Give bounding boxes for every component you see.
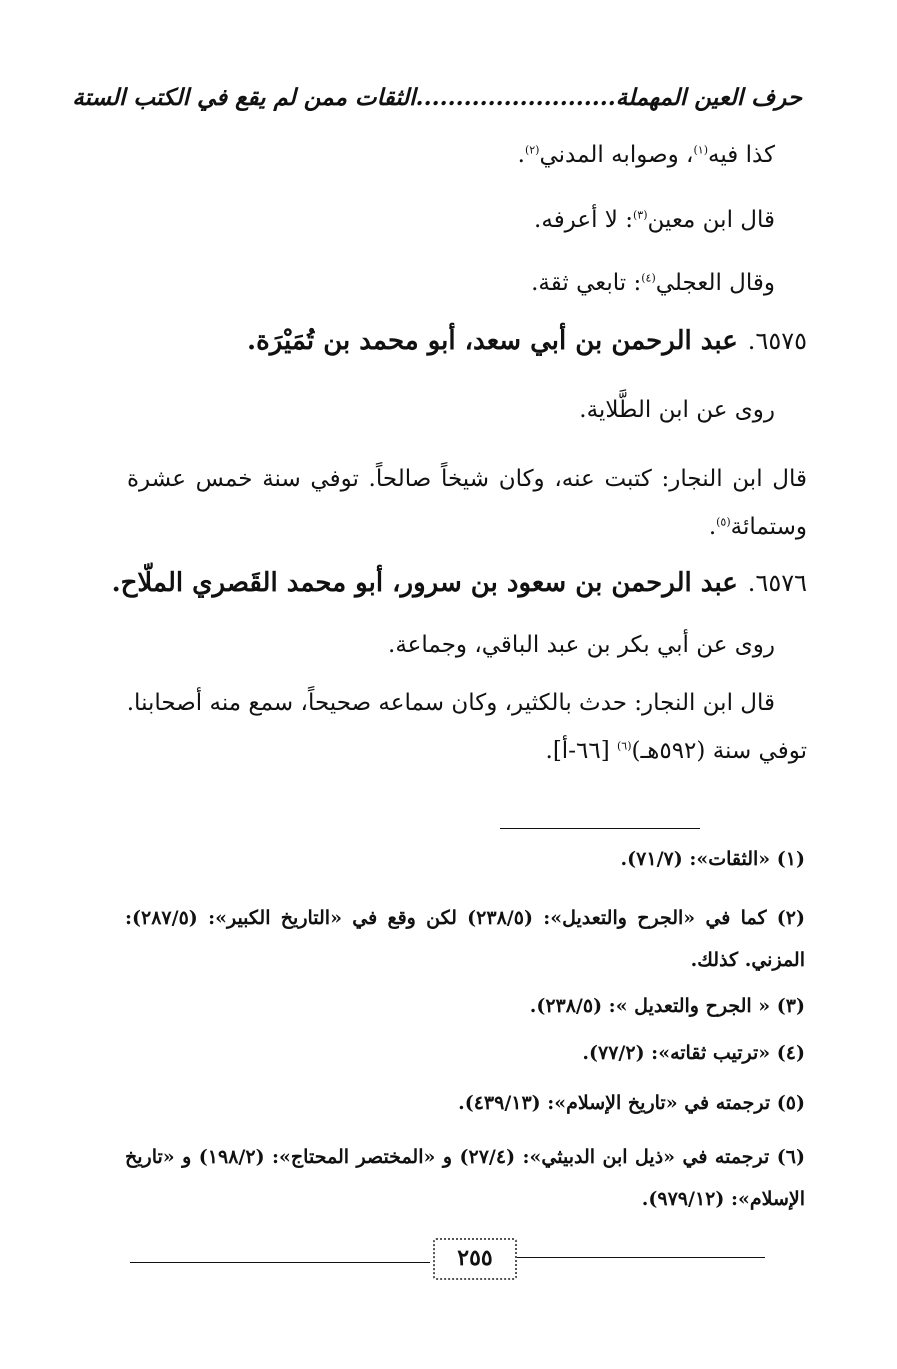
entry-title: عبد الرحمن بن أبي سعد، أبو محمد بن تُمَيْرَة. <box>247 326 738 356</box>
body-line: قال ابن النجار: حدث بالكثير، وكان سماعه صحيحاً، سمع منه أصحابنا. <box>126 690 775 716</box>
entry-number: ٦٥٧٦. <box>747 569 807 597</box>
footer-rule <box>515 1257 765 1258</box>
footnote: (٤) «ترتيب ثقاته»: (٧٧/٢). <box>582 1042 805 1064</box>
body-line: وقال العجلي$^{(٤)}$: تابعي ثقة. <box>531 270 775 296</box>
footnote-separator <box>500 828 700 829</box>
body-line: كذا فيه$^{(١)}$، وصوابه المدني$^{(٢)}$. <box>517 142 775 168</box>
entry-heading <box>112 568 807 598</box>
body-line: توفي سنة (٥٩٢هـ)$^{(٦)}$ [٦٦-أ]. <box>545 738 807 764</box>
body-line: قال ابن معين$^{(٣)}$: لا أعرفه. <box>534 207 775 233</box>
footnote: (٣) « الجرح والتعديل »: (٢٣٨/٥). <box>529 995 805 1017</box>
footnote: (٢) كما في «الجرح والتعديل»: (٢٣٨/٥) لكن وقع في «التاريخ الكبير»: (٢٨٧/٥): المزني. كذلك. <box>125 907 805 971</box>
footnote: (٦) ترجمته في «ذيل ابن الدبيثي»: (٢٧/٤) و «المختصر المحتاج»: (١٩٨/٢) و «تاريخ الإسلام»: (٩٧٩/١٢). <box>125 1146 806 1210</box>
body-line: روى عن ابن الطَّلاية. <box>579 397 775 423</box>
running-header: حرف العين المهملة.........................الثقات ممن لم يقع في الكتب الستة <box>72 84 802 111</box>
body-paragraph: قال ابن النجار: كتبت عنه، وكان شيخاً صالحاً. توفي سنة خمس عشرة وستمائة$^{(٥)}$. <box>127 466 807 540</box>
entry-heading <box>247 326 807 356</box>
body-line: روى عن أبي بكر بن عبد الباقي، وجماعة. <box>388 632 775 658</box>
footnote: (١) «الثقات»: (٧١/٧). <box>620 848 805 870</box>
footer-rule <box>130 1262 430 1263</box>
page-number: ٢٥٥ <box>433 1238 517 1280</box>
footnote: (٥) ترجمته في «تاريخ الإسلام»: (٤٣٩/١٣). <box>458 1092 805 1114</box>
entry-number: ٦٥٧٥. <box>747 327 807 355</box>
entry-title: عبد الرحمن بن سعود بن سرور، أبو محمد القَصري الملّاح. <box>111 568 738 598</box>
